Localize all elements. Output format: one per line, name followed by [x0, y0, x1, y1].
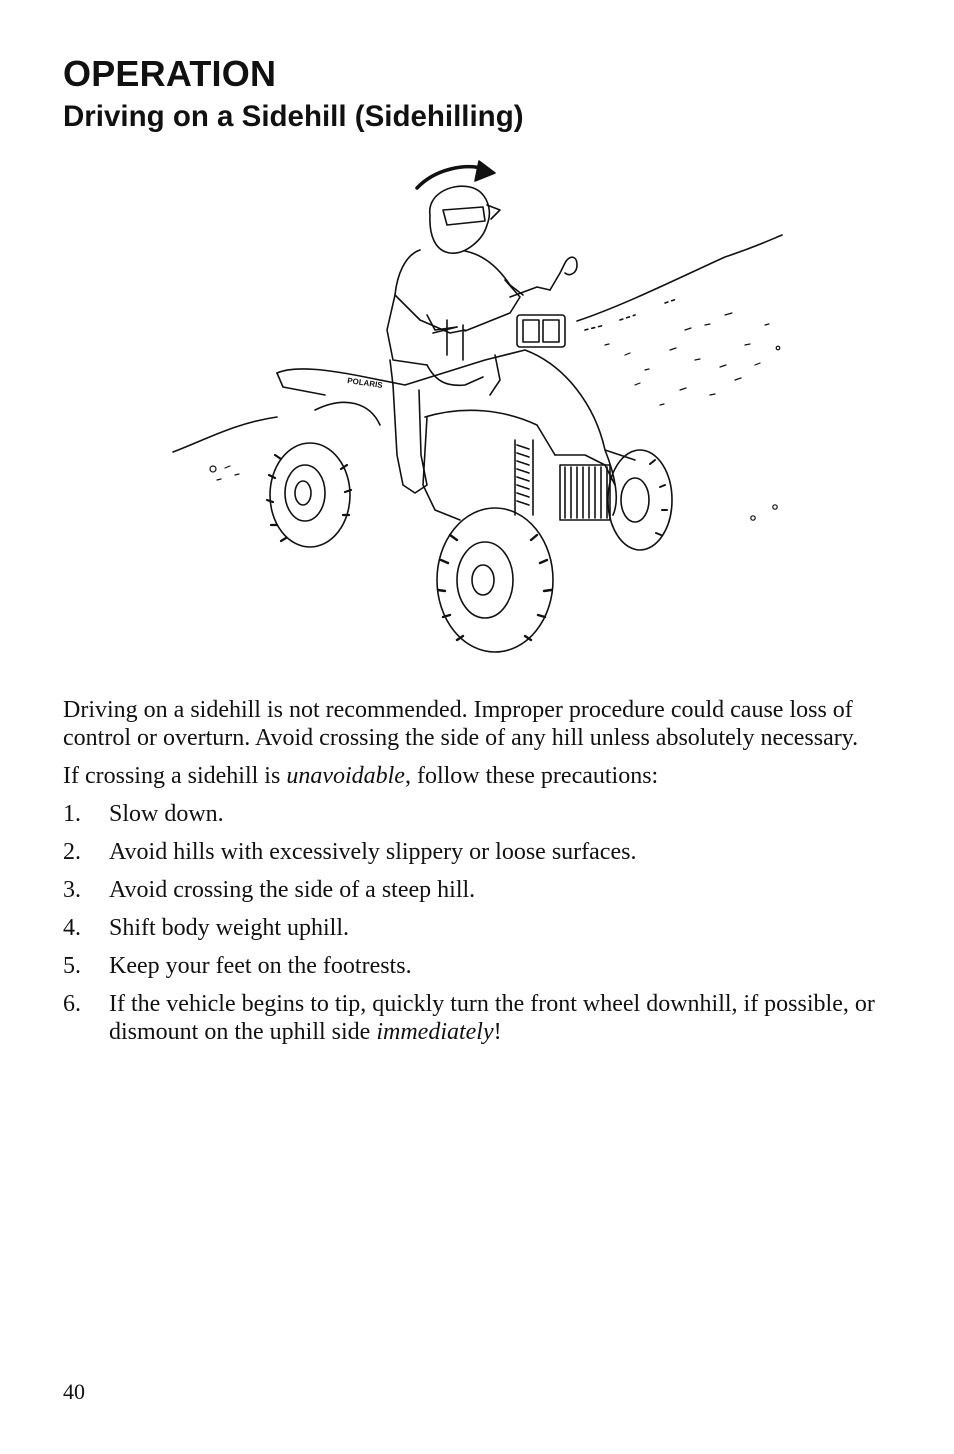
rider-body	[387, 250, 523, 493]
front-right-wheel	[608, 450, 672, 550]
tilt-arrow-icon	[417, 161, 495, 188]
atv-emblem-text: POLARIS	[346, 376, 384, 390]
handlebar-and-mirror	[433, 257, 577, 333]
rear-left-wheel	[267, 443, 351, 547]
front-suspension-spring	[515, 440, 533, 515]
hillside-outline	[173, 235, 782, 452]
list-item: 1. Slow down.	[63, 801, 224, 827]
radiator-grille	[560, 465, 610, 520]
page-number: 40	[63, 1379, 85, 1404]
front-left-wheel	[437, 508, 553, 652]
list-item: 5. Keep your feet on the footrests.	[63, 953, 412, 979]
list-item: 3. Avoid crossing the side of a steep hill.	[63, 877, 476, 903]
precaution-steps	[63, 800, 883, 1046]
list-item: 4. Shift body weight uphill.	[63, 915, 349, 941]
list-item: 6. If the vehicle begins to tip, quickly turn the front wheel downhill, if possible, or dismount on the uphill side immediately!	[63, 991, 875, 1045]
precaution-lead: If crossing a sidehill is unavoidable, follow these precautions:	[63, 763, 659, 789]
atv-body	[277, 350, 635, 520]
atv-rider-on-sidehill-illustration	[165, 155, 790, 660]
page-heading: Driving on a Sidehill (Sidehilling)	[63, 100, 524, 133]
list-item: 2. Avoid hills with excessively slippery or loose surfaces.	[63, 839, 637, 865]
body-text	[63, 696, 883, 1056]
intro-paragraph: Driving on a sidehill is not recommended. Improper procedure could cause loss of control or overturn. Avoid crossing the side of any hill unless absolutely necessary.	[63, 697, 859, 751]
rider-helmet	[430, 186, 500, 253]
section-title: OPERATION	[63, 53, 277, 94]
